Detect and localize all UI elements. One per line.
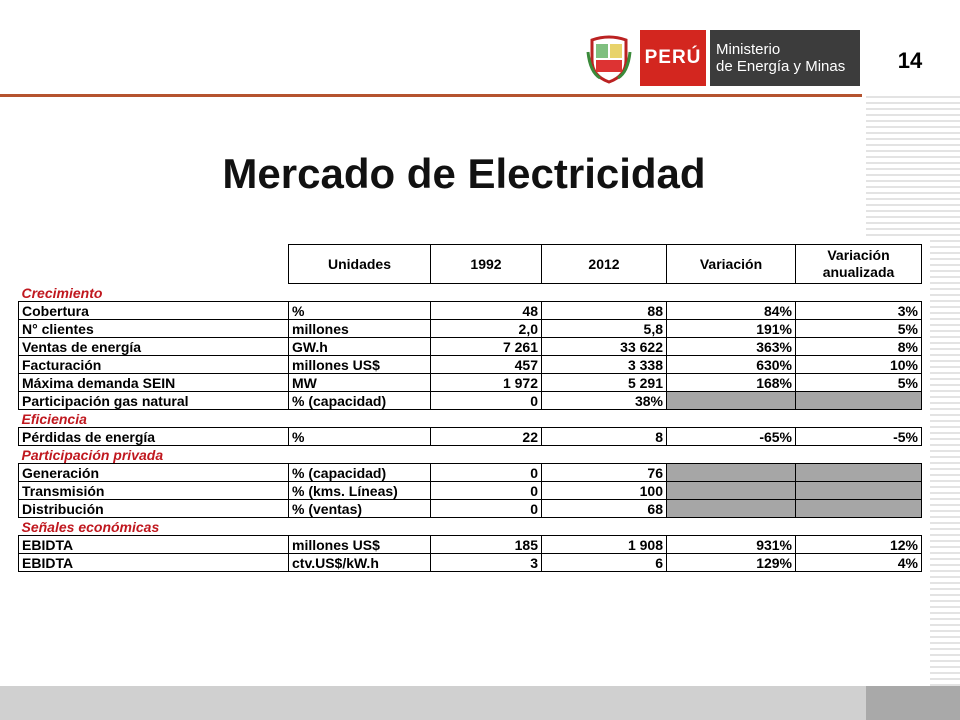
row-value-2012: 6: [542, 554, 667, 572]
col-header-unidades: Unidades: [289, 245, 431, 284]
row-variation: 630%: [667, 356, 796, 374]
row-value-2012: 8: [542, 428, 667, 446]
row-annual-variation: 12%: [796, 536, 922, 554]
row-label: Participación gas natural: [19, 392, 289, 410]
row-label: EBIDTA: [19, 536, 289, 554]
row-label: Ventas de energía: [19, 338, 289, 356]
row-value-1992: 1 972: [431, 374, 542, 392]
row-annual-variation: [796, 482, 922, 500]
row-value-1992: 7 261: [431, 338, 542, 356]
peru-logo: PERÚ: [640, 30, 706, 86]
electricity-table: [18, 244, 922, 572]
row-annual-variation: 8%: [796, 338, 922, 356]
table-row: [19, 392, 922, 410]
row-value-2012: 33 622: [542, 338, 667, 356]
row-value-2012: 100: [542, 482, 667, 500]
row-unit: millones US$: [289, 356, 431, 374]
row-value-2012: 68: [542, 500, 667, 518]
section-label: Participación privada: [21, 446, 164, 463]
row-unit: %: [289, 302, 431, 320]
row-annual-variation: 5%: [796, 374, 922, 392]
table-row: [19, 554, 922, 572]
section-row: [19, 284, 922, 302]
row-variation: [667, 392, 796, 410]
row-label: Pérdidas de energía: [19, 428, 289, 446]
row-label: EBIDTA: [19, 554, 289, 572]
row-unit: millones US$: [289, 536, 431, 554]
row-value-1992: 185: [431, 536, 542, 554]
row-label: Distribución: [19, 500, 289, 518]
row-variation: [667, 464, 796, 482]
row-value-2012: 5,8: [542, 320, 667, 338]
row-unit: % (capacidad): [289, 464, 431, 482]
page-title: Mercado de Electricidad: [222, 150, 706, 197]
col-header-line1: Variación: [827, 247, 890, 263]
row-value-2012: 88: [542, 302, 667, 320]
row-value-1992: 0: [431, 500, 542, 518]
row-variation: [667, 482, 796, 500]
row-variation: 129%: [667, 554, 796, 572]
table-row: [19, 338, 922, 356]
ministry-line1: Ministerio: [716, 41, 781, 58]
row-variation: 168%: [667, 374, 796, 392]
row-annual-variation: -5%: [796, 428, 922, 446]
row-annual-variation: 10%: [796, 356, 922, 374]
row-label: Facturación: [19, 356, 289, 374]
section-row: [19, 446, 922, 464]
row-unit: % (kms. Líneas): [289, 482, 431, 500]
row-label: Transmisión: [19, 482, 289, 500]
row-unit: %: [289, 428, 431, 446]
table-row: [19, 428, 922, 446]
section-row: [19, 410, 922, 428]
table-row: [19, 482, 922, 500]
row-unit: % (capacidad): [289, 392, 431, 410]
table-row: [19, 302, 922, 320]
table-row: [19, 536, 922, 554]
footer-corner: [866, 686, 960, 720]
row-value-1992: 48: [431, 302, 542, 320]
row-unit: millones: [289, 320, 431, 338]
col-header-variacion: Variación: [667, 245, 796, 284]
table-row: [19, 320, 922, 338]
row-value-1992: 0: [431, 392, 542, 410]
row-annual-variation: [796, 392, 922, 410]
coat-of-arms-icon: [586, 32, 632, 84]
col-header-2012: 2012: [542, 245, 667, 284]
row-annual-variation: [796, 464, 922, 482]
row-label: Generación: [19, 464, 289, 482]
col-header-line2: anualizada: [822, 264, 895, 280]
row-value-2012: 5 291: [542, 374, 667, 392]
row-value-1992: 2,0: [431, 320, 542, 338]
row-value-2012: 76: [542, 464, 667, 482]
row-annual-variation: 3%: [796, 302, 922, 320]
row-unit: ctv.US$/kW.h: [289, 554, 431, 572]
row-unit: GW.h: [289, 338, 431, 356]
table-header-row: [19, 245, 922, 284]
row-value-1992: 457: [431, 356, 542, 374]
row-unit: % (ventas): [289, 500, 431, 518]
table-row: [19, 374, 922, 392]
row-variation: -65%: [667, 428, 796, 446]
row-variation: 84%: [667, 302, 796, 320]
col-header-1992: 1992: [431, 245, 542, 284]
ministry-line2: de Energía y Minas: [716, 58, 846, 75]
footer-bar: [0, 686, 866, 720]
header-divider: [0, 94, 862, 97]
row-value-2012: 1 908: [542, 536, 667, 554]
row-annual-variation: 5%: [796, 320, 922, 338]
row-variation: [667, 500, 796, 518]
row-value-1992: 3: [431, 554, 542, 572]
row-value-2012: 38%: [542, 392, 667, 410]
row-label: Cobertura: [19, 302, 289, 320]
row-variation: 191%: [667, 320, 796, 338]
page-number: 14: [872, 32, 948, 90]
row-value-2012: 3 338: [542, 356, 667, 374]
table-row: [19, 464, 922, 482]
table-row: [19, 500, 922, 518]
ministry-logo: [710, 30, 860, 86]
row-unit: MW: [289, 374, 431, 392]
row-annual-variation: 4%: [796, 554, 922, 572]
row-annual-variation: [796, 500, 922, 518]
table-row: [19, 356, 922, 374]
section-label: Señales económicas: [21, 518, 160, 535]
row-label: Máxima demanda SEIN: [19, 374, 289, 392]
row-variation: 363%: [667, 338, 796, 356]
row-value-1992: 22: [431, 428, 542, 446]
row-value-1992: 0: [431, 464, 542, 482]
section-row: [19, 518, 922, 536]
row-label: N° clientes: [19, 320, 289, 338]
col-header-variacion-anualizada: [796, 245, 922, 284]
section-label: Eficiencia: [21, 410, 87, 427]
row-value-1992: 0: [431, 482, 542, 500]
section-label: Crecimiento: [21, 284, 103, 301]
row-variation: 931%: [667, 536, 796, 554]
